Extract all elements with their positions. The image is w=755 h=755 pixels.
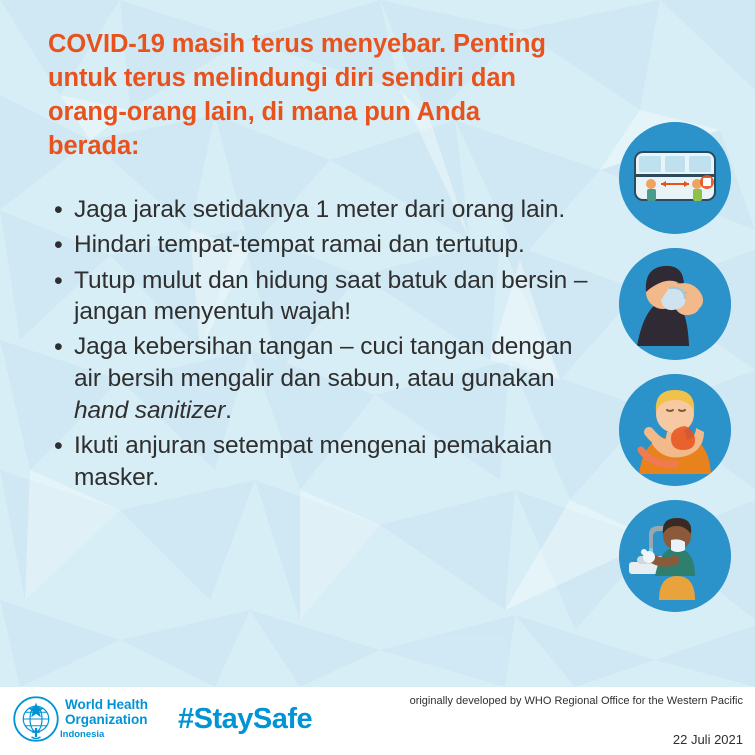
cover-mouth-when-coughing-illustration [619,374,731,486]
publication-date: 22 Juli 2021 [672,732,743,747]
who-logo-line2: Organization [65,711,148,727]
list-item-text: Tutup mulut dan hidung saat batuk dan bersin – jangan menyentuh wajah! [74,266,588,326]
staysafe-hashtag: #StaySafe [178,703,313,735]
avoid-crowded-closed-spaces-illustration [619,248,731,360]
list-item [48,194,588,227]
bullet-dot-icon: • [54,431,63,460]
who-logo-line1: World Health [65,696,149,712]
list-item-text-prefix: Jaga kebersihan tangan – cuci tangan dengan air bersih mengalir dan sabun, atau gunakan [74,333,573,393]
hand-washing-at-sink-illustration [619,500,731,612]
who-logo [12,695,148,743]
list-item [48,229,588,262]
list-item-text: Ikuti anjuran setempat mengenai pemakaian masker. [74,431,553,491]
who-emblem-icon [12,695,60,743]
list-item-text: Hindari tempat-tempat ramai dan tertutup. [74,231,525,259]
list-item-text-suffix: . [225,397,232,424]
bullet-dot-icon: • [54,266,63,295]
list-item [48,331,588,427]
who-logo-text [65,698,148,727]
physical-distancing-on-public-transport-illustration [619,122,731,234]
illustration-column [619,122,737,626]
bullet-dot-icon: • [54,231,63,260]
list-item-text [74,331,588,427]
bullet-dot-icon: • [54,195,63,224]
credit-text: originally developed by WHO Regional Office for the Western Pacific [409,695,743,707]
list-item-text-emphasis: hand sanitizer [74,397,226,424]
list-item [48,265,588,329]
list-item-text: Jaga jarak setidaknya 1 meter dari orang lain. [74,195,566,223]
page-title: COVID-19 masih terus menyebar. Penting untuk terus melindungi diri sendiri dan orang-orang lain, di mana pun Anda berada: [48,30,546,160]
list-item [48,430,588,494]
who-country-label: Indonesia [60,729,105,741]
bullet-dot-icon: • [54,333,63,362]
poster-footer [0,687,755,755]
safety-measures-list [48,194,588,494]
